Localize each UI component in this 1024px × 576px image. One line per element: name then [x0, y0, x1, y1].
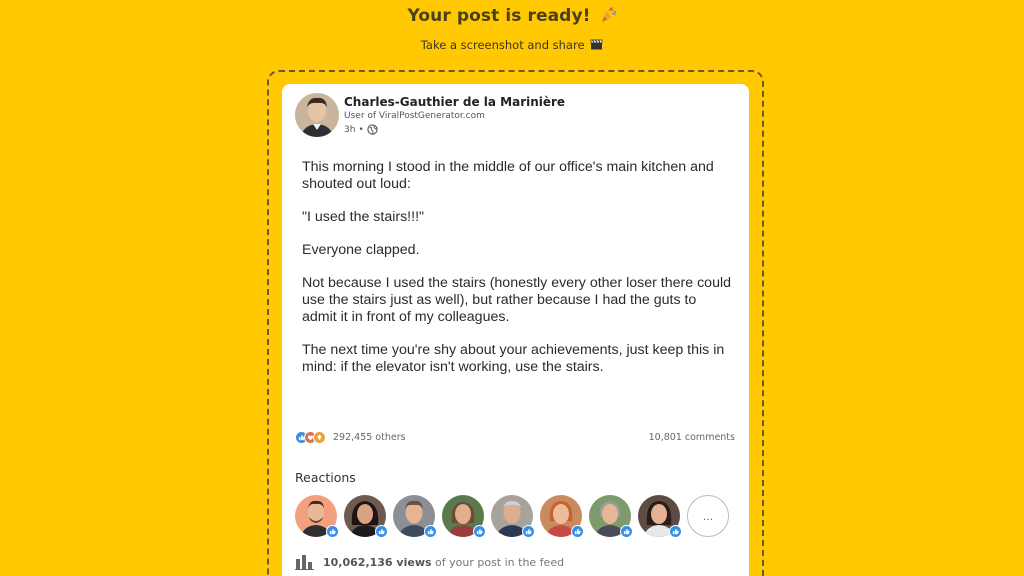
author-subtitle: User of ViralPostGenerator.com: [344, 111, 485, 121]
like-icon: [669, 525, 682, 538]
reactions-summary[interactable]: [295, 431, 406, 444]
author-avatar[interactable]: [295, 93, 339, 137]
like-icon: [620, 525, 633, 538]
like-icon: [375, 525, 388, 538]
like-icon: [571, 525, 584, 538]
reactor-avatar[interactable]: [638, 495, 680, 537]
comments-count[interactable]: 10,801 comments: [648, 431, 735, 443]
reactions-heading: Reactions: [295, 470, 356, 485]
social-counts: [295, 429, 735, 445]
page-header: [0, 6, 1024, 53]
author-name[interactable]: Charles-Gauthier de la Marinière: [344, 95, 566, 109]
more-reactions-button[interactable]: ...: [687, 495, 729, 537]
reactor-avatar[interactable]: [442, 495, 484, 537]
bar-chart-icon: [295, 554, 315, 570]
post-paragraph: Everyone clapped.: [302, 242, 420, 258]
views-text: of your post in the feed: [431, 556, 565, 569]
page-title: [0, 6, 1024, 28]
views-count: 10,062,136 views: [323, 556, 432, 569]
clapperboard-icon: [590, 39, 603, 53]
like-icon: [522, 525, 535, 538]
like-icon: [473, 525, 486, 538]
post-meta: [344, 124, 378, 135]
post-paragraph: This morning I stood in the middle of our office's main kitchen and shouted out loud:: [302, 159, 714, 192]
page-title-text: Your post is ready!: [407, 6, 591, 26]
like-icon: [326, 525, 339, 538]
reactions-count: 292,455 others: [333, 431, 406, 443]
reactor-avatar[interactable]: [393, 495, 435, 537]
party-popper-icon: [600, 6, 617, 28]
post-paragraph: "I used the stairs!!!": [302, 209, 425, 225]
reactor-avatar[interactable]: [540, 495, 582, 537]
meta-separator: •: [358, 124, 364, 135]
reactor-avatar[interactable]: [344, 495, 386, 537]
views-row: [295, 553, 564, 571]
reactor-avatar[interactable]: [295, 495, 337, 537]
post-paragraph: Not because I used the stairs (honestly every other loser there could use the stairs just as well), but rather because I had the guts to admit it in front of my colleagues.: [302, 275, 732, 325]
post-card: [282, 84, 749, 576]
page-subtitle: [0, 38, 1024, 53]
reactor-avatar[interactable]: [491, 495, 533, 537]
reaction-icons: [295, 431, 322, 444]
post-paragraph: The next time you're shy about your achievements, just keep this in mind: if the elevator isn't working, use the stairs.: [302, 342, 725, 375]
reactor-avatar[interactable]: [589, 495, 631, 537]
post-body: [302, 159, 732, 392]
reactors-list: [295, 495, 729, 537]
like-icon: [424, 525, 437, 538]
globe-icon: [367, 124, 378, 135]
page-subtitle-text: Take a screenshot and share: [420, 38, 585, 52]
support-icon: [313, 431, 326, 444]
post-time: 3h: [344, 124, 356, 135]
